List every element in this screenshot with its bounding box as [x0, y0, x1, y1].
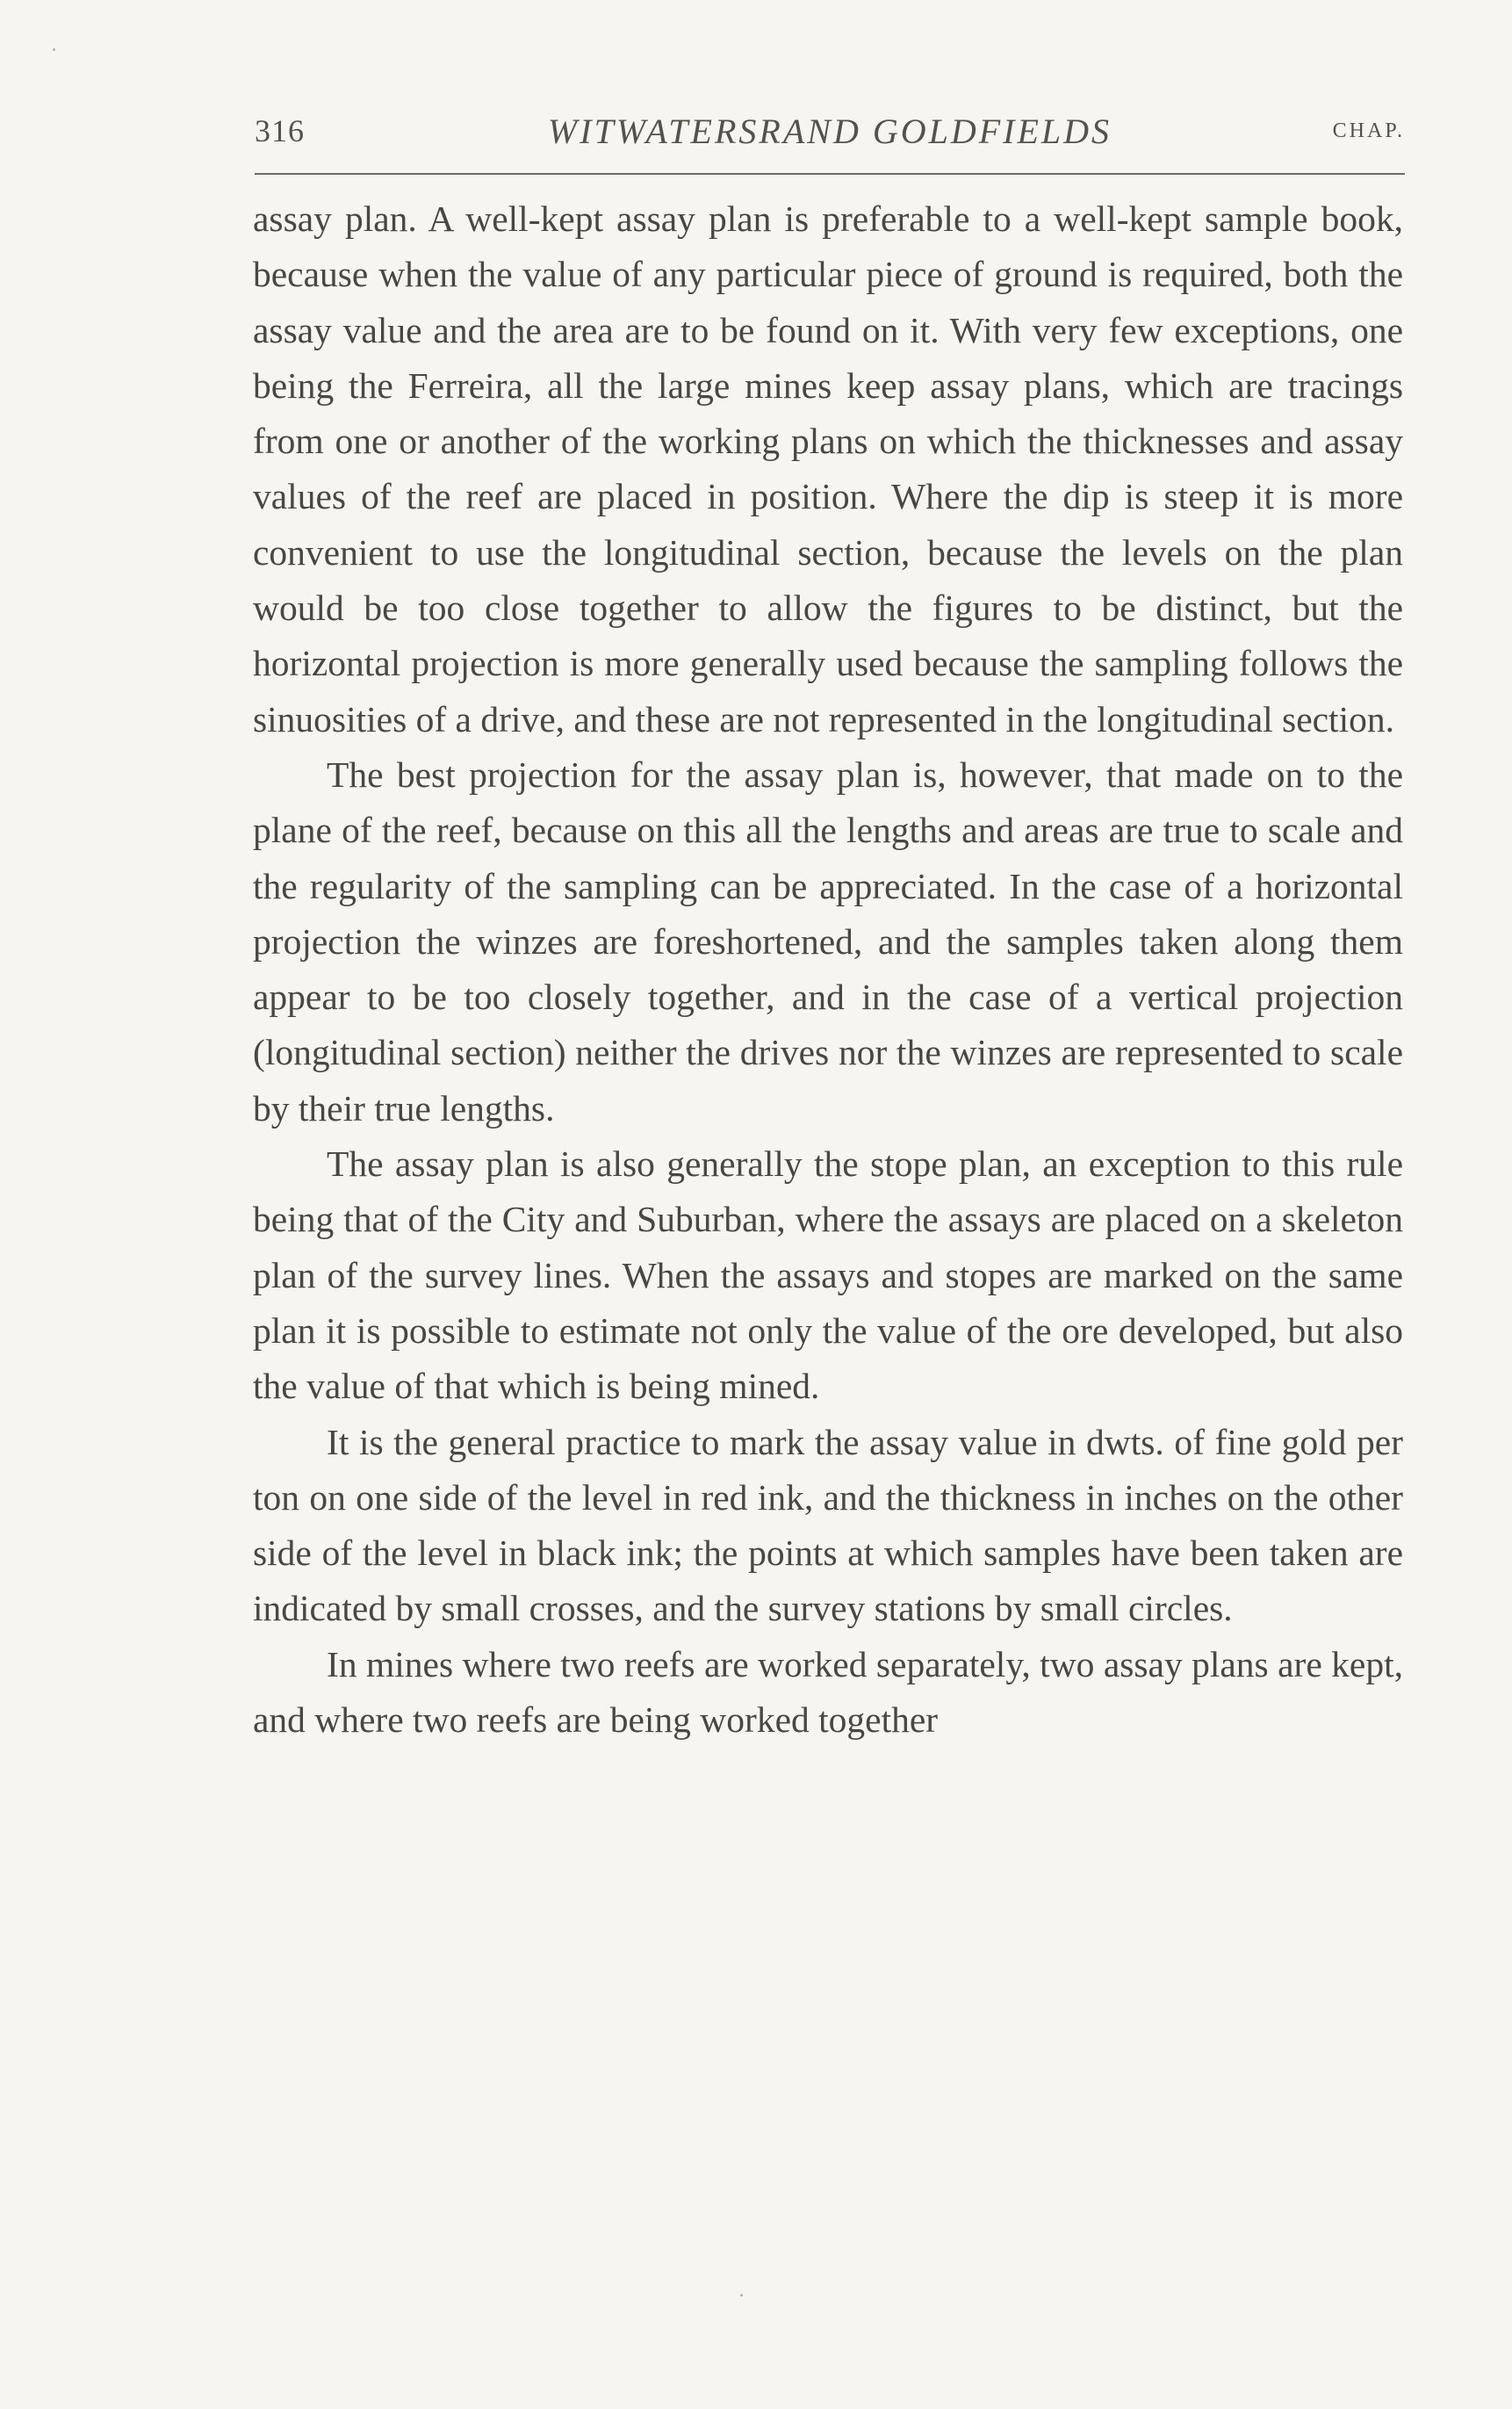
chapter-label: CHAP.: [1332, 119, 1405, 142]
body-text: [253, 191, 1403, 1748]
paper-speck: [53, 48, 55, 51]
header-rule: [255, 173, 1405, 175]
paragraph: The assay plan is also generally the stope plan, an exception to this rule being that of the City and Suburban, where the assays are placed on a skeleton plan of the survey lines. When the assays and stopes are marked on the same plan it is possible to estimate not only the value of the ore developed, but also the value of that which is being mined.: [253, 1143, 1403, 1407]
running-title: WITWATERSRAND GOLDFIELDS: [547, 112, 1112, 151]
paragraph-continued: assay plan. A well-kept assay plan is preferable to a well-kept sample book, because when the value of any particular piece of ground is required, both the assay value and the area are to be found on it. With very few exceptions, one being the Ferreira, all the large mines keep assay plans, which are tracings from one or another of the working plans on which the thicknesses and assay values of the reef are placed in position. Where the dip is steep it is more convenient to use the longitudinal section, because the levels on the plan would be too close together to allow the figures to be distinct, but the horizontal projection is more generally used because the sampling follows the sinuosities of a drive, and these are not represented in the longitudinal section.: [253, 198, 1403, 739]
page-number: 316: [255, 113, 305, 148]
page-header: [255, 107, 1405, 160]
paragraph: In mines where two reefs are worked separately, two assay plans are kept, and where two reefs are being worked together: [253, 1643, 1403, 1741]
paragraph: It is the general practice to mark the assay value in dwts. of fine gold per ton on one side of the level in red ink, and the thickness in inches on the other side of the level in black ink; the points at which samples have been taken are indicated by small crosses, and the survey stations by small circles.: [253, 1421, 1403, 1629]
paragraph: The best projection for the assay plan is, however, that made on to the plane of the reef, because on this all the lengths and areas are true to scale and the regularity of the sampling can be appreciated. In the case of a horizontal projection the winzes are foreshortened, and the samples taken along them appear to be too closely together, and in the case of a vertical projection (longitudinal section) neither the drives nor the winzes are represented to scale by their true lengths.: [253, 754, 1403, 1129]
paper-speck: [740, 2294, 743, 2297]
